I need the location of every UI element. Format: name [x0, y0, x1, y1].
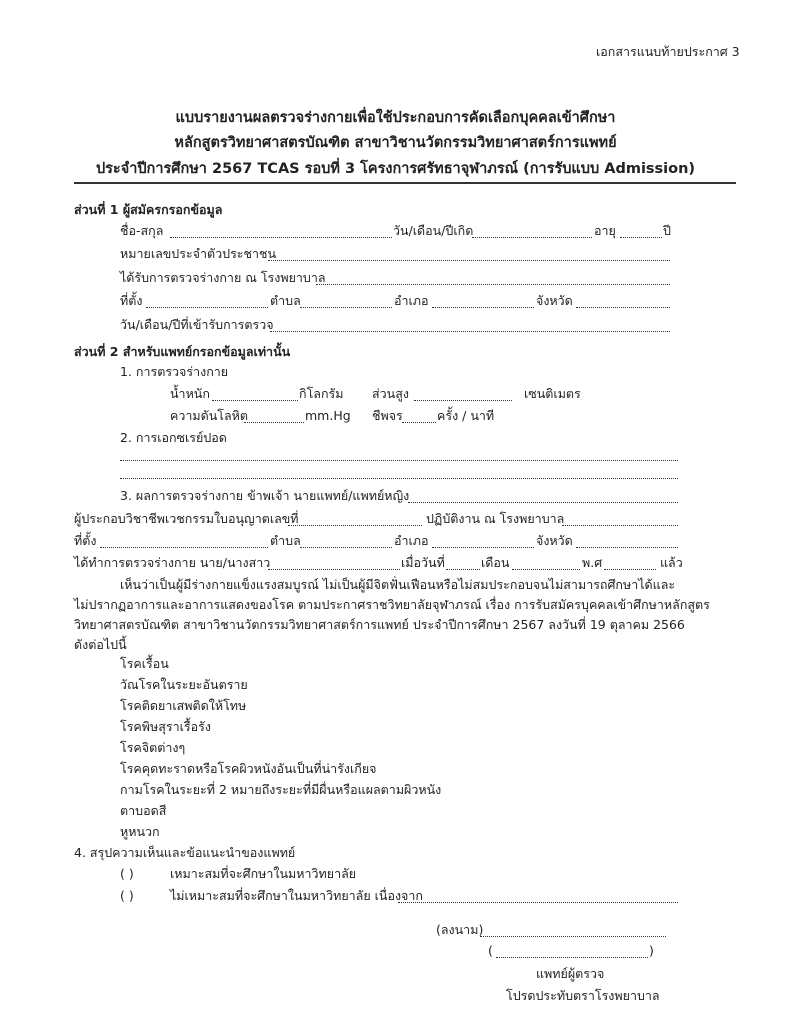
- statement-line-4: ดังต่อไปนี้: [74, 637, 127, 652]
- title-line-3: ประจำปีการศึกษา 2567 TCAS รอบที่ 3 โครงการศรัทธาจุฬาภรณ์ (การรับแบบ Admission): [95, 161, 696, 177]
- hospital-label: ได้รับการตรวจร่างกาย ณ โรงพยาบาล: [120, 270, 326, 285]
- when-label: เมื่อวันที่: [401, 555, 445, 570]
- license-field[interactable]: [288, 513, 422, 526]
- stamp-note: โปรดประทับตราโรงพยาบาล: [506, 988, 660, 1003]
- sign-open-paren: (: [488, 943, 493, 958]
- unsuitable-reason-field[interactable]: [398, 890, 678, 903]
- part2-heading: ส่วนที่ 2 สำหรับแพทย์กรอกข้อมูลเท่านั้น: [74, 344, 291, 359]
- year-field[interactable]: [604, 557, 656, 570]
- location-label: ที่ตั้ง: [120, 293, 143, 308]
- statement-line-2: ไม่ปรากฏอาการและอาการแสดงของโรค ตามประกาศราชวิทยาลัยจุฬาภรณ์ เรื่อง การรับสมัครบุคคลเข้าศึกษาหลักสูตร: [74, 597, 710, 612]
- disease-item: โรคจิตต่างๆ: [120, 740, 186, 755]
- location-field[interactable]: [146, 295, 268, 308]
- subdistrict-label: ตำบล: [270, 293, 301, 308]
- year-label: พ.ศ: [582, 555, 603, 570]
- done-label: แล้ว: [660, 555, 683, 570]
- dob-field[interactable]: [472, 225, 592, 238]
- district2-field[interactable]: [432, 535, 534, 548]
- year-unit: ปี: [663, 223, 671, 238]
- xray-field-1[interactable]: [120, 448, 678, 461]
- location2-label: ที่ตั้ง: [74, 533, 97, 548]
- height-unit: เซนติเมตร: [524, 386, 581, 401]
- pulse-label: ชีพจร: [372, 408, 403, 423]
- choice-unsuitable-checkbox[interactable]: ( ): [120, 888, 134, 903]
- pulse-unit: ครั้ง / นาที: [437, 408, 495, 423]
- xray-field-2[interactable]: [120, 466, 678, 479]
- name-label: ชื่อ-สกุล: [120, 223, 164, 238]
- province2-label: จังหวัด: [536, 533, 573, 548]
- weight-label: น้ำหนัก: [170, 386, 210, 401]
- examined-label: ได้ทำการตรวจร่างกาย นาย/นางสาว: [74, 555, 271, 570]
- bp-field[interactable]: [244, 410, 304, 423]
- appendix-label: เอกสารแนบท้ายประกาศ 3: [596, 44, 740, 59]
- bp-label: ความดันโลหิต: [170, 408, 249, 423]
- id-label: หมายเลขประจำตัวประชาชน: [120, 246, 277, 261]
- license-label: ผู้ประกอบวิชาชีพเวชกรรมใบอนุญาตเลขที่: [74, 511, 299, 526]
- disease-item: โรคคุดทะราดหรือโรคผิวหนังอันเป็นที่น่ารังเกียจ: [120, 761, 377, 776]
- subdistrict2-field[interactable]: [300, 535, 392, 548]
- item4-label: 4. สรุปความเห็นและข้อแนะนำของแพทย์: [74, 845, 296, 860]
- statement-line-1: เห็นว่าเป็นผู้มีร่างกายแข็งแรงสมบูรณ์ ไม่เป็นผู้มีจิตฟั่นเฟือนหรือไม่สมประกอบจนไม่สามารถศึกษาได้และ: [120, 577, 676, 592]
- exam-date-label: วัน/เดือน/ปีที่เข้ารับการตรวจ: [120, 317, 274, 332]
- subdistrict2-label: ตำบล: [270, 533, 301, 548]
- province-field[interactable]: [576, 295, 670, 308]
- dob-label: วัน/เดือน/ปีเกิด: [393, 223, 474, 238]
- choice-unsuitable-label: ไม่เหมาะสมที่จะศึกษาในมหาวิทยาลัย เนื่องจาก: [170, 888, 423, 903]
- choice-suitable-label: เหมาะสมที่จะศึกษาในมหาวิทยาลัย: [170, 866, 357, 881]
- sign-label: (ลงนาม): [436, 922, 484, 937]
- practice-label: ปฏิบัติงาน ณ โรงพยาบาล: [426, 511, 565, 526]
- title-divider: [74, 182, 736, 184]
- month-label: เดือน: [481, 555, 510, 570]
- month-field[interactable]: [512, 557, 580, 570]
- location2-field[interactable]: [100, 535, 268, 548]
- weight-unit: กิโลกรัม: [299, 386, 344, 401]
- disease-item: หูหนวก: [120, 824, 160, 839]
- district2-label: อำเภอ: [394, 533, 429, 548]
- age-label: อายุ: [594, 223, 616, 238]
- practice-field[interactable]: [562, 513, 678, 526]
- hospital-field[interactable]: [316, 272, 670, 285]
- age-field[interactable]: [620, 225, 662, 238]
- bp-unit: mm.Hg: [305, 408, 351, 423]
- part1-heading: ส่วนที่ 1 ผู้สมัครกรอกข้อมูล: [74, 202, 223, 217]
- pulse-field[interactable]: [402, 410, 436, 423]
- height-label: ส่วนสูง: [372, 386, 409, 401]
- id-field[interactable]: [268, 248, 670, 261]
- item3-label: 3. ผลการตรวจร่างกาย ข้าพเจ้า นายแพทย์/แพทย์หญิง: [120, 488, 410, 503]
- subdistrict-field[interactable]: [300, 295, 392, 308]
- height-field[interactable]: [414, 388, 512, 401]
- item2-label: 2. การเอกซเรย์ปอด: [120, 430, 227, 445]
- exam-date-field[interactable]: [270, 319, 670, 332]
- day-field[interactable]: [446, 557, 480, 570]
- choice-suitable-checkbox[interactable]: ( ): [120, 866, 134, 881]
- disease-item: โรคเรื้อน: [120, 656, 169, 671]
- examinee-field[interactable]: [268, 557, 400, 570]
- disease-item: โรคติดยาเสพติดให้โทษ: [120, 698, 247, 713]
- province2-field[interactable]: [576, 535, 678, 548]
- item1-label: 1. การตรวจร่างกาย: [120, 364, 229, 379]
- title-line-1: แบบรายงานผลตรวจร่างกายเพื่อใช้ประกอบการคัดเลือกบุคคลเข้าศึกษา: [175, 110, 616, 126]
- province-label: จังหวัด: [536, 293, 573, 308]
- signer-name-field[interactable]: [496, 945, 648, 958]
- district-field[interactable]: [432, 295, 534, 308]
- signer-title: แพทย์ผู้ตรวจ: [536, 966, 605, 981]
- disease-item: ตาบอดสี: [120, 803, 167, 818]
- statement-line-3: วิทยาศาสตรบัณฑิต สาขาวิชานวัตกรรมวิทยาศาสตร์การแพทย์ ประจำปีการศึกษา 2567 ลงวันที่ 19 ตุลาคม 2566: [74, 617, 685, 632]
- title-line-2: หลักสูตรวิทยาศาสตรบัณฑิต สาขาวิชานวัตกรรมวิทยาศาสตร์การแพทย์: [174, 135, 617, 151]
- district-label: อำเภอ: [394, 293, 429, 308]
- weight-field[interactable]: [212, 388, 298, 401]
- name-field[interactable]: [170, 225, 392, 238]
- disease-item: กามโรคในระยะที่ 2 หมายถึงระยะที่มีผื่นหรือแผลตามผิวหนัง: [120, 782, 442, 797]
- disease-item: โรคพิษสุราเรื้อรัง: [120, 719, 211, 734]
- signature-field[interactable]: [480, 924, 666, 937]
- doctor-name-field[interactable]: [408, 490, 678, 503]
- disease-item: วัณโรคในระยะอันตราย: [120, 677, 248, 692]
- sign-close-paren: ): [649, 943, 654, 958]
